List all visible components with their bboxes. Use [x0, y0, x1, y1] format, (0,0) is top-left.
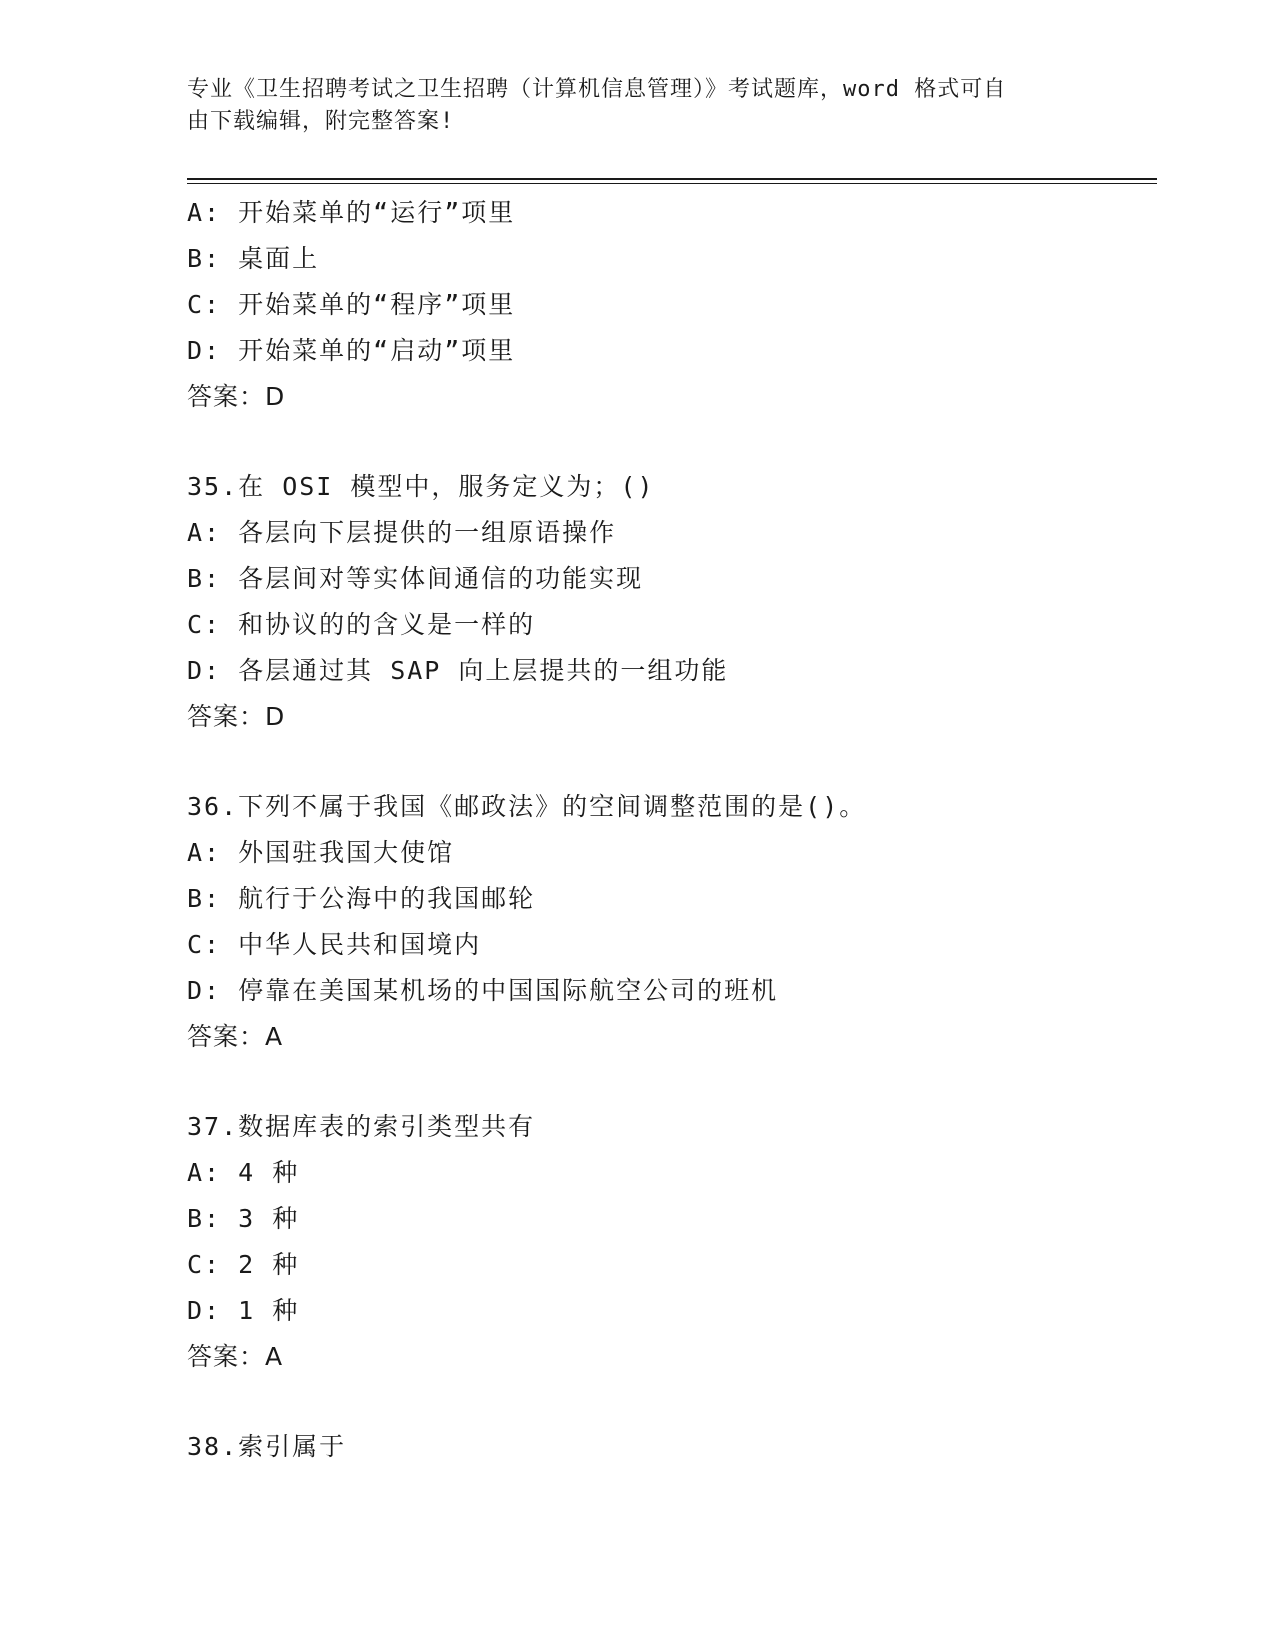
option-a: A: 4 种: [187, 1158, 300, 1187]
option-a: A: 外国驻我国大使馆: [187, 838, 455, 867]
question-block-34: [187, 190, 1147, 420]
option-c: C: 2 种: [187, 1250, 300, 1279]
header-line-2: 由下载编辑，附完整答案!: [187, 109, 455, 134]
question-block-35: [187, 464, 1147, 740]
option-c: C: 开始菜单的“程序”项里: [187, 290, 516, 319]
option-b: B: 各层间对等实体间通信的功能实现: [187, 564, 644, 593]
option-d: D: 1 种: [187, 1296, 300, 1325]
option-a: A: 开始菜单的“运行”项里: [187, 198, 516, 227]
question-stem: 35.在 OSI 模型中，服务定义为；(): [187, 472, 655, 501]
option-d: D: 各层通过其 SAP 向上层提共的一组功能: [187, 656, 729, 685]
header-line-1: 专业《卫生招聘考试之卫生招聘（计算机信息管理）》考试题库，word 格式可自: [187, 77, 1007, 102]
question-block-38: [187, 1424, 1147, 1470]
header-divider-thick: [187, 178, 1157, 180]
question-block-36: [187, 784, 1147, 1060]
option-d: D: 停靠在美国某机场的中国国际航空公司的班机: [187, 976, 779, 1005]
option-a: A: 各层向下层提供的一组原语操作: [187, 518, 617, 547]
question-stem: 38.索引属于: [187, 1432, 347, 1461]
answer-line: 答案：D: [187, 702, 286, 731]
option-c: C: 和协议的的含义是一样的: [187, 610, 536, 639]
answer-line: 答案：D: [187, 382, 286, 411]
option-b: B: 航行于公海中的我国邮轮: [187, 884, 536, 913]
option-b: B: 3 种: [187, 1204, 300, 1233]
header-divider-thin: [187, 183, 1157, 184]
option-d: D: 开始菜单的“启动”项里: [187, 336, 516, 365]
answer-line: 答案：A: [187, 1022, 284, 1051]
document-header: [187, 74, 1067, 138]
question-list: [187, 190, 1147, 1470]
option-b: B: 桌面上: [187, 244, 320, 273]
question-block-37: [187, 1104, 1147, 1380]
answer-line: 答案：A: [187, 1342, 284, 1371]
option-c: C: 中华人民共和国境内: [187, 930, 482, 959]
question-stem: 36.下列不属于我国《邮政法》的空间调整范围的是()。: [187, 792, 867, 821]
question-stem: 37.数据库表的索引类型共有: [187, 1112, 536, 1141]
